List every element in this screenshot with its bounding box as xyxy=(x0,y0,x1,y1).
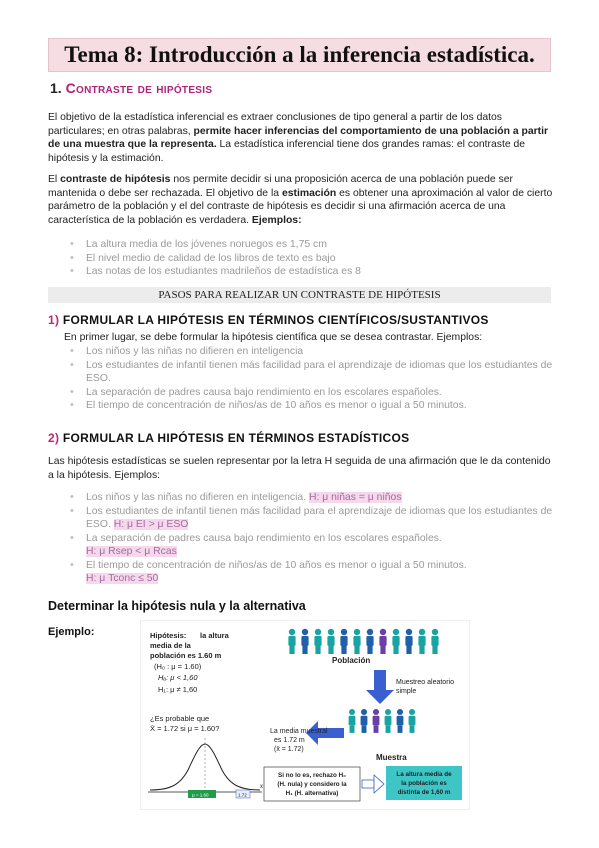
paragraph-intro xyxy=(48,111,553,165)
list-item: • La separación de padres causa bajo rendimiento en los escolares españoles. xyxy=(86,386,553,400)
list-item: • El tiempo de concentración de niños/as de 10 años es menor o igual a 50 minutos. xyxy=(86,399,553,413)
hypothesis-formula: H: μ Rsep < μ Rcas xyxy=(86,546,177,557)
list-item: • Los niños y las niñas no difieren en inteligencia xyxy=(86,345,553,359)
diagram-reject-3: H₁ (H. alternativa) xyxy=(285,790,339,797)
diagram-conclusion-2: la población es xyxy=(401,780,447,787)
step2-number: 2) xyxy=(48,431,60,445)
hypothesis-formula: H: μ EI > μ ESO xyxy=(113,519,189,530)
examples-list-1 xyxy=(48,238,553,279)
item-text: La separación de padres causa bajo rendimiento en los escolares españoles. xyxy=(86,532,442,544)
diagram-question-1: ¿Es probable que xyxy=(150,714,210,723)
diagram-muestra: Muestra xyxy=(376,753,407,762)
para2-bold-contraste: contraste de hipótesis xyxy=(60,174,171,185)
steps-banner: PASOS PARA REALIZAR UN CONTRASTE DE HIPÓTESIS xyxy=(48,287,551,303)
para2-text-c: nos permite decidir si una proposición acerca de una población puede ser mantenida o debe ser rechazada. El objetivo de la xyxy=(48,174,513,199)
diagram-media-3: (x̄ = 1.72) xyxy=(274,746,304,753)
section-title: Contraste de hipótesis xyxy=(65,80,213,96)
curve-axis-x: x xyxy=(260,784,263,790)
list-item xyxy=(86,532,553,559)
diagram-question-2: X̄ = 1.72 si μ = 1.60? xyxy=(150,724,220,733)
hypothesis-formula: H: μ niñas = μ niños xyxy=(308,492,402,503)
diagram-hyp-label: Hipótesis: xyxy=(150,631,187,640)
para2-text-e: es obtener una aproximación al valor de cierto parámetro de la población y el del contraste de hipótesis es decidir si una afirmación acerca de una característica de la población es verdadera. xyxy=(48,187,553,226)
para1-bold: permite hacer inferencias del comportamiento de una población a partir de una muestra que la representa. xyxy=(48,125,549,150)
list-item: • Los estudiantes de infantil tienen más facilidad para el aprendizaje de idiomas que los estudiantes de ESO. xyxy=(86,359,553,386)
diagram-poblacion: Población xyxy=(332,656,371,665)
subheading-null-alternative: Determinar la hipótesis nula y la alternativa xyxy=(48,599,306,613)
step1-title: FORMULAR LA HIPÓTESIS EN TÉRMINOS CIENTÍFICOS/SUSTANTIVOS xyxy=(62,313,489,327)
example-label: Ejemplo: xyxy=(48,626,95,638)
list-item: • El nivel medio de calidad de los libros de texto es bajo xyxy=(86,252,553,266)
step1-intro: En primer lugar, se debe formular la hipótesis científica que se desea contrastar. Ejemplos: xyxy=(64,332,483,343)
diagram-h0: (H₀ : μ = 1.60) xyxy=(154,662,202,671)
diagram-media-2: es 1.72 m xyxy=(274,737,305,744)
step1-list xyxy=(48,345,553,413)
curve-value-label: 1.72 xyxy=(238,792,247,798)
section-heading-1 xyxy=(50,80,212,96)
step2-intro: Las hipótesis estadísticas se suelen representar por la letra H seguida de una afirmación que le da contenido a la hipótesis. Ejemplos: xyxy=(48,456,551,481)
hypothesis-formula: H: μ Tconc ≤ 50 xyxy=(86,573,159,584)
para1-text-c: La estadística inferencial tiene dos grandes ramas: el contraste de hipótesis y la estimación. xyxy=(48,139,526,164)
item-text: El tiempo de concentración de niños/as de 10 años es menor o igual a 50 minutos. xyxy=(86,559,467,571)
diagram-conclusion-3: distinta de 1,60 m xyxy=(397,789,451,796)
para2-text-a: El xyxy=(48,174,61,185)
step2-list xyxy=(48,491,553,586)
diagram-conclusion-1: La altura media de xyxy=(396,771,452,778)
diagram-reject-2: (H. nula) y considero la xyxy=(277,781,347,788)
step2-title: FORMULAR LA HIPÓTESIS EN TÉRMINOS ESTADÍSTICOS xyxy=(62,431,410,445)
list-item xyxy=(86,505,553,532)
section-number: 1. xyxy=(50,80,62,96)
diagram-hyp-text-2: media de la xyxy=(150,641,191,650)
item-text: Los estudiantes de infantil tienen más facilidad para el aprendizaje de idiomas que los estudiantes de ESO. xyxy=(86,505,553,530)
para2-bold-ejemplos: Ejemplos: xyxy=(251,214,302,226)
diagram-ha: Hₐ: μ < 1,60 xyxy=(158,673,198,682)
list-item xyxy=(86,491,553,505)
step1-heading xyxy=(48,313,489,327)
diagram-hyp-text-1: la altura xyxy=(200,631,229,640)
list-item xyxy=(86,559,553,586)
diagram-reject-1: Si no lo es, rechazo H₀ xyxy=(278,772,346,779)
item-text: Los niños y las niñas no difieren en inteligencia. xyxy=(86,492,309,503)
para2-bold-estimacion: estimación xyxy=(281,187,337,199)
para1-text-a: El objetivo de la estadística inferencial es extraer conclusiones de tipo general a partir de los datos particulares; en otras palabras, xyxy=(48,112,502,137)
list-item: • La altura media de los jóvenes noruegos es 1,75 cm xyxy=(86,238,553,252)
page-title: Tema 8: Introducción a la inferencia estadística. xyxy=(48,38,551,72)
diagram-h1: H₁: μ ≠ 1,60 xyxy=(158,685,198,694)
list-item: • Las notas de los estudiantes madrileños de estadística es 8 xyxy=(86,265,553,279)
step2-heading xyxy=(48,431,409,445)
diagram-muestreo-2: simple xyxy=(396,688,417,695)
diagram-muestreo-1: Muestreo aleatorio xyxy=(396,679,454,686)
curve-mu-label: μ = 1.60 xyxy=(192,792,209,798)
paragraph-definition xyxy=(48,173,553,227)
diagram-hyp-text-3: población es 1.60 m xyxy=(150,651,222,660)
step1-number: 1) xyxy=(48,313,60,327)
diagram-media-1: La media muestral xyxy=(270,728,328,735)
hypothesis-test-diagram xyxy=(140,620,470,810)
